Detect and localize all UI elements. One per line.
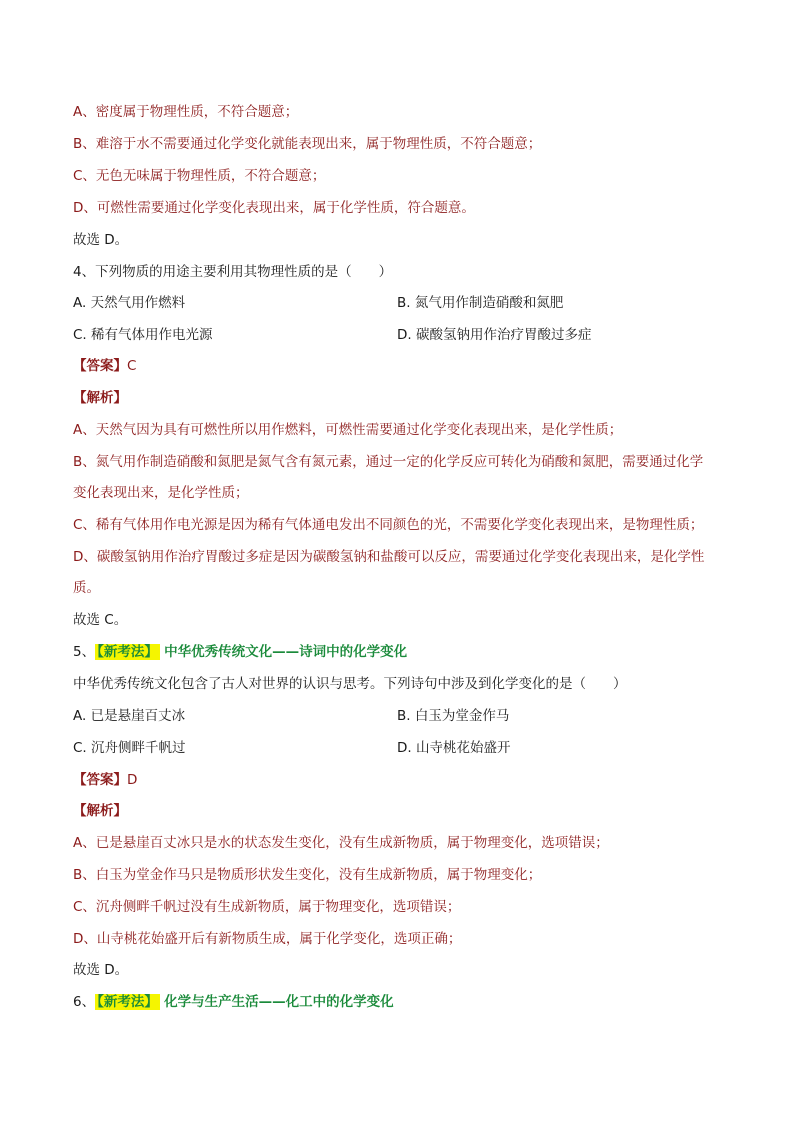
q4-option-a: A. 天然气用作燃料 xyxy=(73,295,186,311)
new-method-tag: 【新考法】 xyxy=(97,644,158,660)
answer-label: 【答案】 xyxy=(73,358,127,374)
conclusion: 故选 D。 xyxy=(73,232,129,248)
q5-option-b: B. 白玉为堂金作马 xyxy=(397,708,510,724)
q4-option-b: B. 氮气用作制造硝酸和氮肥 xyxy=(397,295,564,311)
question-topic: 化学与生产生活——化工中的化学变化 xyxy=(164,994,394,1010)
q5-analysis-b: B、白玉为堂金作马只是物质形状发生变化，没有生成新物质，属于物理变化； xyxy=(73,867,542,883)
question-5-heading xyxy=(73,642,407,662)
answer-value: D xyxy=(127,772,138,788)
q4-analysis-c: C、稀有气体用作电光源是因为稀有气体通电发出不同颜色的光，不需要化学变化表现出来，是物理性质； xyxy=(73,517,704,533)
q5-analysis-label: 【解析】 xyxy=(73,803,127,819)
q4-option-d: D. 碳酸氢钠用作治疗胃酸过多症 xyxy=(397,327,592,343)
analysis-line-c: C、无色无味属于物理性质，不符合题意； xyxy=(73,168,326,184)
q4-option-c: C. 稀有气体用作电光源 xyxy=(73,327,213,343)
question-6-heading xyxy=(73,992,394,1012)
q5-option-c: C. 沉舟侧畔千帆过 xyxy=(73,740,186,756)
q4-analysis-d2: 质。 xyxy=(73,580,100,596)
q5-analysis-c: C、沉舟侧畔千帆过没有生成新物质，属于物理变化，选项错误； xyxy=(73,899,461,915)
q4-analysis-label: 【解析】 xyxy=(73,390,127,406)
q5-option-d: D. 山寺桃花始盛开 xyxy=(397,740,511,756)
q4-analysis-b1: B、氮气用作制造硝酸和氮肥是氮气含有氮元素，通过一定的化学反应可转化为硝酸和氮肥，需要通过化学 xyxy=(73,454,704,470)
answer-value: C xyxy=(127,358,137,374)
q4-answer xyxy=(73,356,136,376)
question-5-stem: 中华优秀传统文化包含了古人对世界的认识与思考。下列诗句中涉及到化学变化的是（ ） xyxy=(73,676,627,692)
analysis-line-d: D、可燃性需要通过化学变化表现出来，属于化学性质，符合题意。 xyxy=(73,200,475,216)
q5-analysis-a: A、已是悬崖百丈冰只是水的状态发生变化，没有生成新物质，属于物理变化，选项错误； xyxy=(73,835,609,851)
q4-conclusion: 故选 C。 xyxy=(73,612,128,628)
q4-analysis-a: A、天然气因为具有可燃性所以用作燃料，可燃性需要通过化学变化表现出来，是化学性质； xyxy=(73,422,623,438)
q5-option-a: A. 已是悬崖百丈冰 xyxy=(73,708,186,724)
analysis-line-a: A、密度属于物理性质，不符合题意； xyxy=(73,104,299,120)
question-number: 6、 xyxy=(73,994,96,1010)
q5-conclusion: 故选 D。 xyxy=(73,962,129,978)
q5-answer xyxy=(73,770,137,790)
answer-label: 【答案】 xyxy=(73,772,127,788)
question-number: 5、 xyxy=(73,644,96,660)
q5-analysis-d: D、山寺桃花始盛开后有新物质生成，属于化学变化，选项正确； xyxy=(73,931,462,947)
question-4-stem: 4、下列物质的用途主要利用其物理性质的是（ ） xyxy=(73,264,393,280)
q4-analysis-d1: D、碳酸氢钠用作治疗胃酸过多症是因为碳酸氢钠和盐酸可以反应，需要通过化学变化表现出来，是化学性 xyxy=(73,549,705,565)
new-method-tag: 【新考法】 xyxy=(97,994,158,1010)
question-topic: 中华优秀传统文化——诗词中的化学变化 xyxy=(164,644,408,660)
q4-analysis-b2: 变化表现出来，是化学性质； xyxy=(73,485,249,501)
analysis-line-b: B、难溶于水不需要通过化学变化就能表现出来，属于物理性质，不符合题意； xyxy=(73,136,542,152)
